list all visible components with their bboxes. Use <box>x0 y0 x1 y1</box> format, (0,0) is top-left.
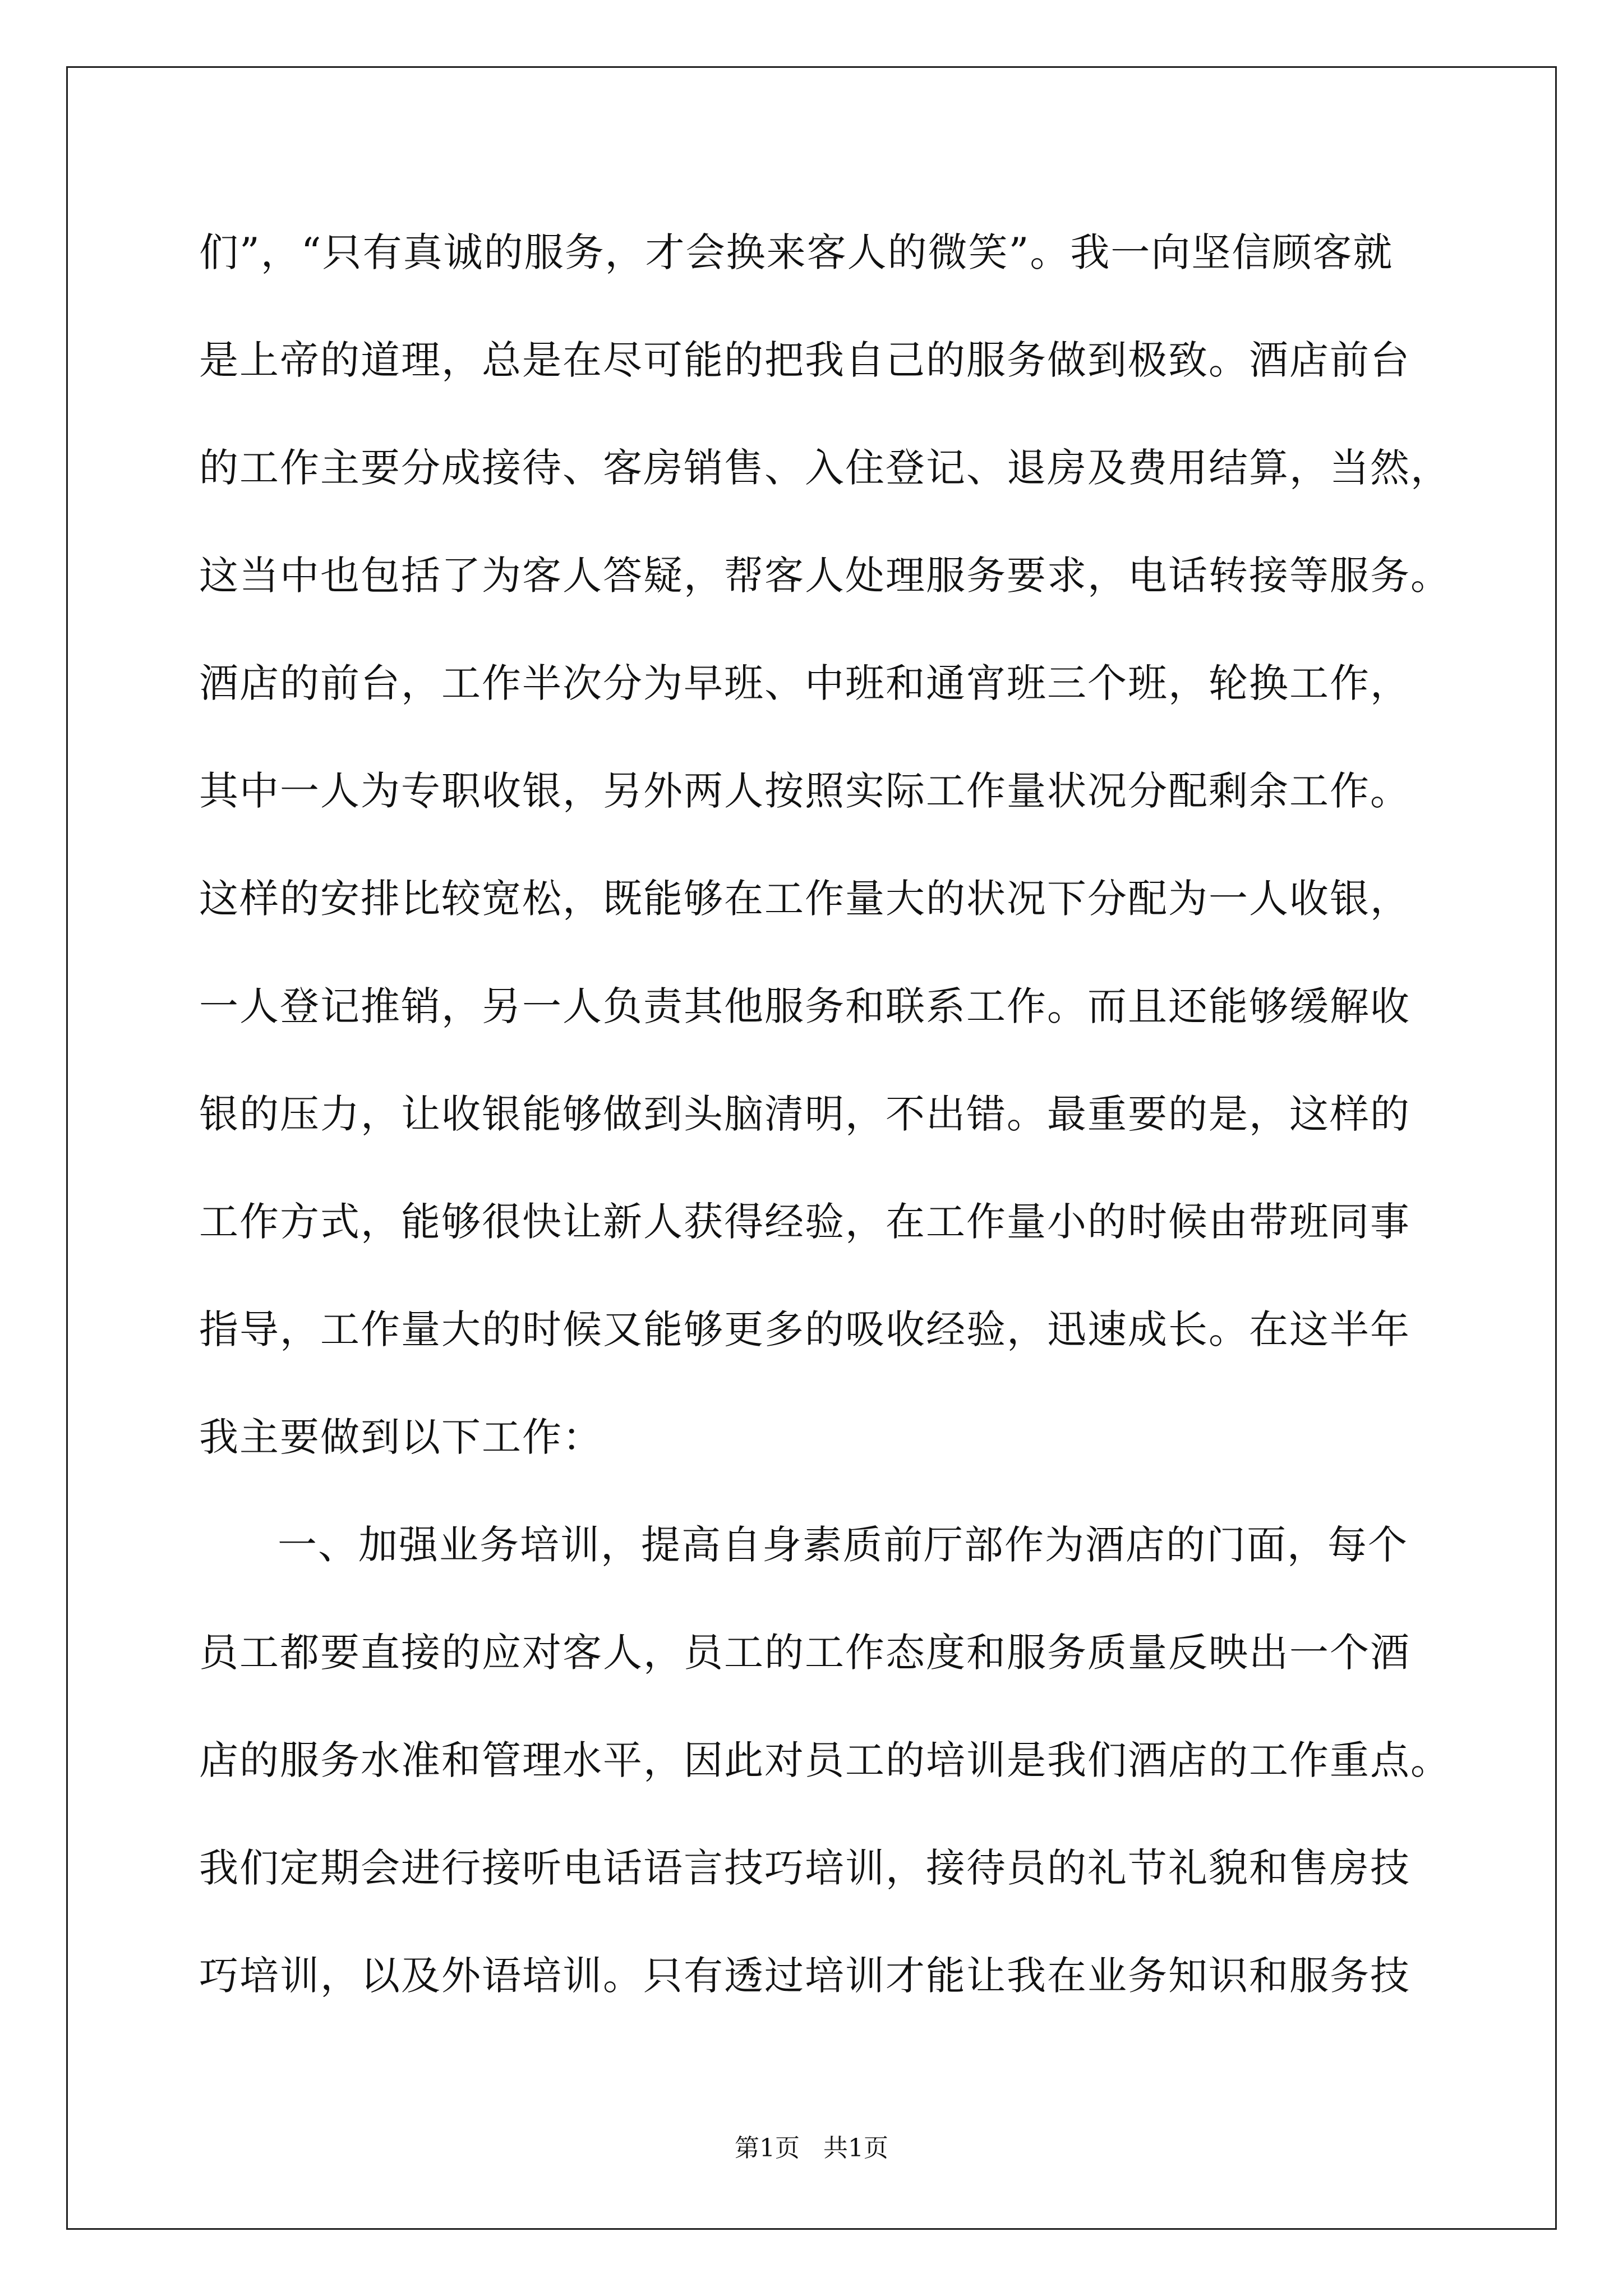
text-line: 银的压力，让收银能够做到头脑清明，不出错。最重要的是，这样的 <box>199 1091 1410 1137</box>
page-total: 共1页 <box>823 2134 888 2162</box>
text-line: 酒店的前台，工作半次分为早班、中班和通宵班三个班，轮换工作， <box>199 660 1410 706</box>
text-line: 的工作主要分成接待、客房销售、入住登记、退房及费用结算，当然， <box>199 445 1451 491</box>
text-line: 我主要做到以下工作： <box>199 1414 603 1460</box>
text-line: 这当中也包括了为客人答疑，帮客人处理服务要求，电话转接等服务。 <box>199 553 1451 599</box>
text-line: 是上帝的道理，总是在尽可能的把我自己的服务做到极致。酒店前台 <box>199 337 1410 383</box>
text-line: 工作方式，能够很快让新人获得经验，在工作量小的时候由带班同事 <box>199 1199 1410 1245</box>
text-line: 这样的安排比较宽松，既能够在工作量大的状况下分配为一人收银， <box>199 876 1410 922</box>
text-line: 一人登记推销，另一人负责其他服务和联系工作。而且还能够缓解收 <box>199 983 1410 1029</box>
text-line: 我们定期会进行接听电话语言技巧培训，接待员的礼节礼貌和售房技 <box>199 1845 1410 1891</box>
text-line: 员工都要直接的应对客人，员工的工作态度和服务质量反映出一个酒 <box>199 1630 1410 1676</box>
text-line: 指导，工作量大的时候又能够更多的吸收经验，迅速成长。在这半年 <box>199 1306 1410 1352</box>
text-line: 其中一人为专职收银，另外两人按照实际工作量状况分配剩余工作。 <box>199 768 1410 814</box>
page-number: 第1页 <box>735 2134 800 2162</box>
text-line: 店的服务水准和管理水平，因此对员工的培训是我们酒店的工作重点。 <box>199 1737 1451 1783</box>
text-line: 巧培训，以及外语培训。只有透过培训才能让我在业务知识和服务技 <box>199 1953 1410 1999</box>
document-body <box>199 219 1451 2050</box>
section-heading-line: 一、加强业务培训，提高自身素质前厅部作为酒店的门面，每个 <box>278 1522 1408 1568</box>
text-line: 们”，“只有真诚的服务，才会换来客人的微笑”。我一向坚信顾客就 <box>199 229 1394 275</box>
page-footer <box>0 2132 1623 2165</box>
